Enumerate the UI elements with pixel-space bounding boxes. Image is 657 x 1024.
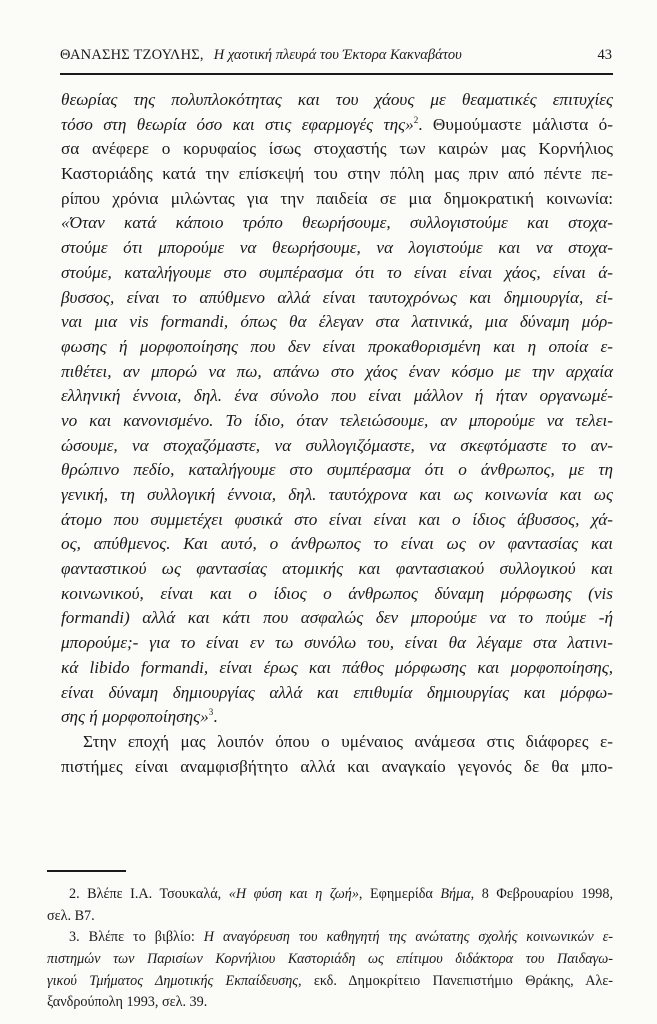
text-run: ξανδρούπολη 1993, σελ. 39.: [47, 994, 208, 1011]
text-line: [61, 582, 613, 607]
body-text: [61, 88, 613, 779]
text-line: [61, 335, 613, 360]
text-run: τόσο στη θεωρία όσο και στις εφαρμογές της»: [61, 114, 414, 134]
footnote-line: [47, 906, 613, 928]
text-run: άτομο που συμμετέχει φυσικά στο είναι είναι και ο ίδιος άβυσσος, χά-: [61, 509, 613, 529]
text-run: σα ανέφερε ο κορυφαίος ίσως στοχαστής των καιρών μας Κορνήλιος: [61, 139, 613, 159]
text-run: κά libido formandi, είναι έρως και πάθος μόρφωσης και μορφοποίησης,: [61, 657, 613, 677]
text-run: Η αναγόρευση του καθηγητή της ανώτατης σχολής κοινωνικών ε-: [203, 929, 614, 946]
text-run: formandi) αλλά και κάτι που ασφαλώς δεν μπορούμε να το πούμε -ή: [61, 608, 613, 628]
text-run: Βήμα: [440, 886, 471, 902]
text-line: [61, 508, 613, 533]
text-line: [61, 458, 613, 483]
text-line: [61, 755, 613, 780]
text-line: [61, 384, 613, 409]
text-line: [61, 286, 613, 311]
text-run: 3. Βλέπε το βιβλίο:: [69, 929, 204, 946]
text-line: [61, 705, 613, 730]
text-run: πιστήμες είναι αναμφισβήτητο αλλά και αναγκαίο γεγονός δε θα μπο-: [61, 756, 613, 776]
text-run: μπορούμε;- για το είναι εν τω συνόλω του, είναι θα λέγαμε στα λατινι-: [61, 633, 613, 653]
text-run: , 8 Φεβρουαρίου 1998,: [470, 886, 613, 902]
text-run: στούμε ότι μπορούμε να θεωρήσουμε, να λογιστούμε και να στοχα-: [61, 238, 613, 258]
text-run: Καστοριάδης κατά την επίσκεψή του στην πόλη μας πριν από πέντε πε-: [61, 164, 613, 184]
text-run: πιθέτει, αν μπορώ να πω, απάνω στο χάος έναν κόσμο με την αρχαία: [61, 361, 613, 381]
text-run: ώσουμε, να στοχαζόμαστε, να συλλογιζόμαστε, να σκεφτόμαστε το αν-: [61, 435, 613, 455]
text-run: 2. Βλέπε Ι.Α. Τσουκαλά,: [69, 886, 229, 902]
text-line: [61, 360, 613, 385]
text-line: [61, 187, 613, 212]
running-header: [60, 47, 612, 71]
text-run: φανταστικού ως φαντασίας ατομικής και φαντασιακού συλλογικού και: [61, 559, 613, 579]
text-line: [61, 113, 613, 138]
page-number: 43: [597, 47, 612, 63]
footnote-line: [47, 949, 613, 971]
text-line: [61, 434, 613, 459]
footnote-ref: 3: [208, 707, 214, 718]
text-line: [61, 211, 613, 236]
footnote-line: [47, 971, 613, 993]
text-line: [61, 409, 613, 434]
text-run: σης ή μορφοποίησης»: [61, 707, 209, 727]
text-run: «Όταν κατά κάποιο τρόπο θεωρήσουμε, συλλογιστούμε και στοχα-: [61, 213, 613, 233]
text-line: [61, 730, 613, 755]
text-run: Στην εποχή μας λοιπόν όπου ο υμέναιος ανάμεσα στις διάφορες ε-: [83, 731, 613, 751]
text-line: [61, 261, 613, 286]
text-line: [61, 310, 613, 335]
header-rule: [60, 73, 613, 75]
text-line: [61, 631, 613, 656]
text-run: κοινωνικού, είναι και ο ίδιος ο άνθρωπος δύναμη μόρφωσης (vis: [61, 583, 613, 603]
text-run: φωσης ή μορφοποίησης που δεν είναι προκαθορισμένη και η οποία ε-: [61, 336, 613, 356]
header-title: Η χαοτική πλευρά του Έκτορα Κακναβάτου: [213, 47, 462, 63]
text-run: στούμε, καταλήγουμε στο συμπέρασμα ότι το είναι είναι χάος, είναι ά-: [61, 262, 613, 282]
text-run: ος, απύθμενος. Και αυτό, ο άνθρωπος το είναι ως ον φαντασίας και: [61, 534, 613, 554]
text-line: [61, 606, 613, 631]
text-run: νο και κανονισμένο. Το ίδιο, όταν τελειώσουμε, αν μπορούμε να τελει-: [61, 410, 613, 430]
text-run: .: [213, 707, 218, 727]
footnote-line: [47, 927, 613, 949]
text-run: θεωρίας της πολυπλοκότητας και του χάους με θεαματικές επιτυχίες: [61, 90, 613, 109]
text-run: ελληνική έννοια, δηλ. ένα σύνολο που είναι μάλλον ή ήταν οργανωμέ-: [61, 386, 613, 406]
text-run: γικού Τμήματος Δημοτικής Εκπαίδευσης: [47, 972, 299, 989]
text-line: [61, 557, 613, 582]
footnote-separator: [47, 870, 126, 872]
text-run: , Εφημερίδα: [358, 886, 441, 902]
text-line: [61, 532, 613, 557]
text-line: [61, 162, 613, 187]
text-run: , εκδ. Δημοκρίτειο Πανεπιστήμιο Θράκης, Αλε-: [298, 972, 614, 989]
text-run: ρίπου χρόνια μιλώντας για την παιδεία σε μια δημοκρατική κοινωνία:: [61, 188, 613, 208]
text-line: [61, 88, 613, 113]
footnote-ref: 2: [413, 114, 419, 125]
text-run: πιστημών των Παρισίων Κορνήλιου Καστοριάδη ως επίτιμου διδάκτορα του Παιδαγω-: [47, 951, 613, 968]
text-run: είναι δύναμη δημιουργίας αλλά και επιθυμία δημιουργίας και μόρφω-: [61, 682, 613, 702]
text-run: ναι μια vis formandi, όπως θα έλεγαν στα λατινικά, μια δύναμη μόρ-: [61, 312, 613, 332]
text-run: σελ. Β7.: [47, 907, 95, 924]
text-line: [61, 656, 613, 681]
text-line: [61, 236, 613, 261]
footnote-line: [47, 884, 613, 906]
text-run: . Θυμούμαστε μάλιστα ό-: [418, 114, 613, 134]
text-run: βυσσος, είναι το απύθμενο αλλά είναι ταυτοχρόνως και δημιουργία, εί-: [61, 287, 613, 307]
footnotes: [47, 884, 613, 1014]
footnote-line: [47, 992, 613, 1014]
text-line: [61, 681, 613, 706]
text-run: θρώπινο πεδίο, καταλήγουμε στο συμπέρασμα ότι ο άνθρωπος, με τη: [61, 460, 613, 480]
text-run: «Η φύση και η ζωή»: [228, 886, 359, 902]
text-run: γενική, τη συλλογική έννοια, δηλ. ταυτόχρονα και ως κοινωνία και ως: [61, 485, 613, 504]
text-line: [61, 483, 613, 508]
header-author: ΘΑΝΑΣΗΣ ΤΖΟΥΛΗΣ,: [60, 47, 204, 63]
text-line: [61, 137, 613, 162]
